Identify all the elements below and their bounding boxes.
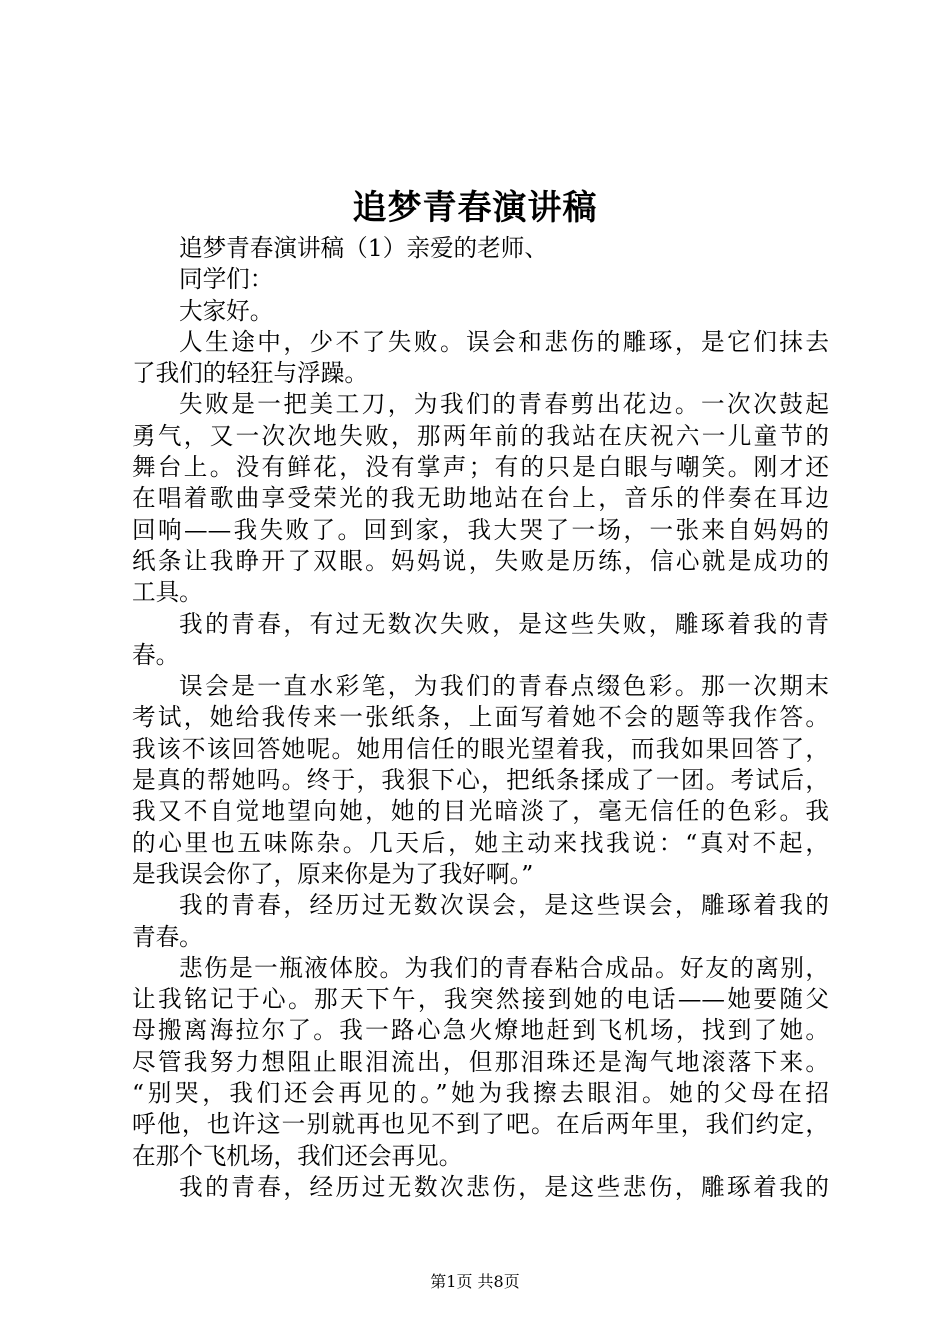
- text-line: 考试，她给我传来一张纸条，上面写着她不会的题等我作答。: [132, 703, 829, 732]
- text-line: 我的青春，经历过无数次悲伤，是这些悲伤，雕琢着我的: [179, 1172, 829, 1201]
- text-line: 回响——我失败了。回到家，我大哭了一场，一张来自妈妈的: [132, 515, 829, 544]
- text-line: 舞台上。没有鲜花，没有掌声；有的只是白眼与嘲笑。刚才还: [132, 453, 829, 482]
- text-line: 大家好。: [179, 296, 274, 325]
- text-line: 的心里也五味陈杂。几天后，她主动来找我说：“真对不起，: [132, 828, 829, 857]
- text-line: 悲伤是一瓶液体胶。为我们的青春粘合成品。好友的离别，: [179, 953, 829, 982]
- text-line: 呼他，也许这一别就再也见不到了吧。在后两年里，我们约定，: [132, 1110, 829, 1139]
- text-line: 我的青春，经历过无数次误会，是这些误会，雕琢着我的: [179, 891, 829, 920]
- text-line: 了我们的轻狂与浮躁。: [132, 359, 368, 388]
- text-line: 追梦青春演讲稿（1）亲爱的老师、: [179, 234, 548, 262]
- text-line: 人生途中，少不了失败。误会和悲伤的雕琢，是它们抹去: [179, 327, 829, 356]
- text-line: 我的青春，有过无数次失败，是这些失败，雕琢着我的青: [179, 609, 829, 638]
- text-line: 我又不自觉地望向她，她的目光暗淡了，毫无信任的色彩。我: [132, 797, 829, 826]
- text-line: 让我铭记于心。那天下午，我突然接到她的电话——她要随父: [132, 985, 829, 1014]
- text-line: 青春。: [132, 922, 203, 951]
- text-line: 春。: [132, 640, 180, 669]
- text-line: “别哭，我们还会再见的。”她为我擦去眼泪。她的父母在招: [132, 1079, 829, 1108]
- text-line: 尽管我努力想阻止眼泪流出，但那泪珠还是淘气地滚落下来。: [132, 1047, 829, 1076]
- text-line: 同学们：: [179, 265, 274, 294]
- text-line: 失败是一把美工刀，为我们的青春剪出花边。一次次鼓起: [179, 390, 829, 419]
- text-line: 是我误会你了，原来你是为了我好啊。”: [132, 859, 534, 888]
- text-line: 母搬离海拉尔了。我一路心急火燎地赶到飞机场，找到了她。: [132, 1016, 829, 1045]
- page-footer: 第1页 共8页: [430, 1272, 520, 1291]
- text-line: 纸条让我睁开了双眼。妈妈说，失败是历练，信心就是成功的: [132, 546, 829, 575]
- text-line: 工具。: [132, 578, 203, 607]
- text-line: 勇气，又一次次地失败，那两年前的我站在庆祝六一儿童节的: [132, 421, 829, 450]
- text-line: 在那个飞机场，我们还会再见。: [132, 1141, 463, 1170]
- text-line: 误会是一直水彩笔，为我们的青春点缀色彩。那一次期末: [179, 672, 829, 701]
- document-title: 追梦青春演讲稿: [352, 188, 598, 228]
- text-line: 在唱着歌曲享受荣光的我无助地站在台上，音乐的伴奏在耳边: [132, 484, 829, 513]
- document-body: [132, 233, 829, 1203]
- text-line: 我该不该回答她呢。她用信任的眼光望着我，而我如果回答了，: [132, 734, 829, 763]
- text-line: 是真的帮她吗。终于，我狠下心，把纸条揉成了一团。考试后，: [132, 766, 829, 795]
